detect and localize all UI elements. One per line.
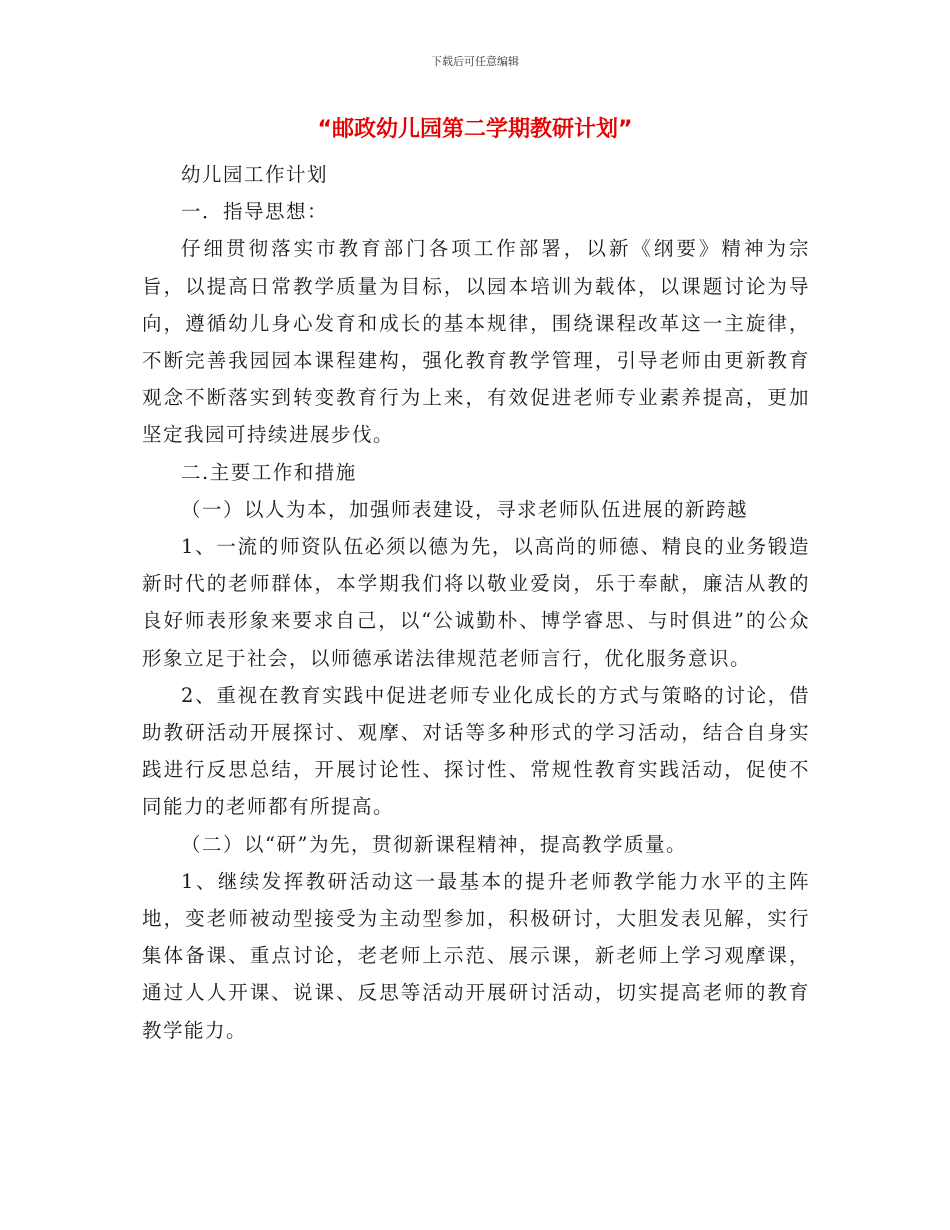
paragraph-subsection-2-heading: （二）以“研”为先，贯彻新课程精神，提高教学质量。 — [181, 832, 687, 856]
document-title: “邮政幼儿园第二学期教研计划” — [317, 117, 633, 142]
paragraph-subsection-1-heading: （一）以人为本，加强师表建设，寻求老师队伍进展的新跨越 — [181, 497, 749, 521]
document-body — [142, 156, 810, 1049]
paragraph-item-1: 1、一流的师资队伍必须以德为先，以高尚的师德、精良的业务锻造新时代的老师群体，本学期我们将以敬业爱岗，乐于奉献，廉洁从教的良好师表形象来要求自己，以“公诚勤朴、博学睿思、与时俱进”的公众形象立足于社会，以师德承诺法律规范老师言行，优化服务意识。 — [142, 535, 810, 670]
paragraph-section-1-heading: 一．指导思想： — [181, 200, 329, 224]
paragraph-item-2: 2、重视在教育实践中促进老师专业化成长的方式与策略的讨论，借助教研活动开展探讨、观摩、对话等多种形式的学习活动，结合自身实践进行反思总结，开展讨论性、探讨性、常规性教育实践活动，促使不同能力的老师都有所提高。 — [142, 683, 810, 819]
paragraph-plan-heading: 幼儿园工作计划 — [181, 163, 329, 186]
paragraph-section-2-heading: 二.主要工作和措施 — [181, 460, 357, 484]
header-note: 下载后可任意编辑 — [431, 55, 519, 68]
paragraph-item-3: 1、继续发挥教研活动这一最基本的提升老师教学能力水平的主阵地，变老师被动型接受为主动型参加，积极研讨，大胆发表见解，实行集体备课、重点讨论，老老师上示范、展示课，新老师上学习观摩课，通过人人开课、说课、反思等活动开展研讨活动，切实提高老师的教育教学能力。 — [142, 869, 810, 1042]
paragraph-guiding-thought: 仔细贯彻落实市教育部门各项工作部署，以新《纲要》精神为宗旨，以提高日常教学质量为目标，以园本培训为载体，以课题讨论为导向，遵循幼儿身心发育和成长的基本规律，围绕课程改革这一主旋律，不断完善我园园本课程建构，强化教育教学管理，引导老师由更新教育观念不断落实到转变教育行为上来，有效促进老师专业素养提高，更加坚定我园可持续进展步伐。 — [142, 237, 810, 447]
